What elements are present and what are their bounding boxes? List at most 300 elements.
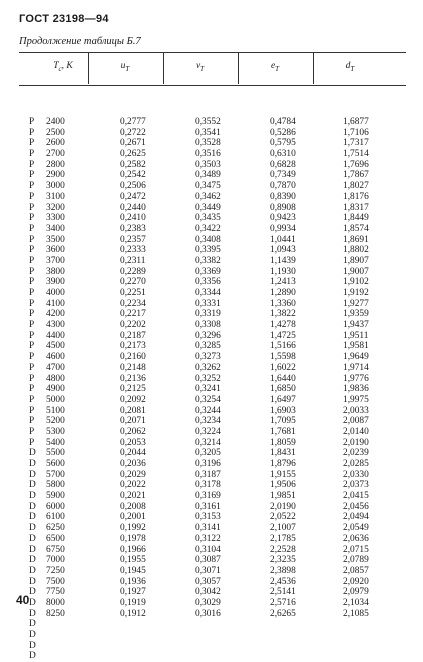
table-cell: 2,0140	[343, 426, 369, 437]
table-cell: 2700	[46, 149, 65, 160]
table-cell: 3700	[46, 255, 65, 266]
table-cell: 2900	[46, 170, 65, 181]
table-cell: 1,6850	[270, 384, 296, 395]
table-cell: 1,9649	[343, 352, 369, 363]
table-cell: 1,8449	[343, 213, 369, 224]
table-cell: 3400	[46, 223, 65, 234]
table-cell: 0,3196	[195, 459, 221, 469]
table-cell: 6250	[46, 523, 65, 534]
column-temperature	[46, 117, 78, 619]
table-cell: 0,3161	[195, 501, 221, 512]
table-cell: 4900	[46, 384, 65, 395]
table-cell: 1,6903	[270, 405, 296, 416]
table-cell: 0,1945	[120, 565, 146, 576]
table-cell: 4400	[46, 330, 65, 341]
table-cell: 7250	[46, 565, 65, 576]
table-cell: 0,2472	[120, 191, 146, 202]
table-cell: D	[29, 555, 36, 566]
table-cell: 0,3356	[195, 277, 221, 288]
table-cell: 2,0636	[343, 533, 369, 544]
table-cell: 0,3462	[195, 191, 221, 202]
table-cell: 0,2148	[120, 362, 146, 373]
table-cell: 0,3224	[195, 426, 221, 437]
column-divider	[88, 52, 89, 84]
table-cell: 0,1955	[120, 555, 146, 566]
table-cell: P	[29, 416, 35, 427]
table-cell: P	[29, 330, 35, 341]
table-cell: 2,0330	[343, 469, 369, 480]
table-cell: 6100	[46, 512, 65, 523]
table-cell: 1,8691	[343, 234, 369, 245]
table-cell: 1,4278	[270, 320, 296, 331]
table-cell: 0,2062	[120, 426, 146, 437]
table-cell: 1,9975	[343, 394, 369, 405]
table-cell: 4500	[46, 341, 65, 352]
table-cell: 5300	[46, 426, 65, 437]
table-cell: 0,3234	[195, 416, 221, 427]
table-cell: 5600	[46, 459, 65, 469]
table-cell: 0,3244	[195, 405, 221, 416]
table-cell: 1,7681	[270, 426, 296, 437]
table-cell: 2,1007	[270, 523, 296, 534]
table-cell: 1,7095	[270, 416, 296, 427]
table-cell: 2600	[46, 138, 65, 149]
table-cell: 1,7696	[343, 159, 369, 170]
table-cell: 1,9836	[343, 384, 369, 395]
table-cell: 2,0979	[343, 587, 369, 598]
table-cell: 2,3235	[270, 555, 296, 566]
table-cell: P	[29, 255, 35, 266]
table-cell: D	[29, 597, 36, 608]
table-cell: 1,2413	[270, 277, 296, 288]
table-cell: 1,9359	[343, 309, 369, 320]
table-cell: 0,3285	[195, 341, 221, 352]
table-cell: P	[29, 437, 35, 448]
table-cell: 0,2160	[120, 352, 146, 363]
header-u: $u_T$	[120, 61, 130, 73]
table-cell: D	[29, 651, 36, 662]
table-cell: 1,8176	[343, 191, 369, 202]
header-v: $v_T$	[195, 61, 205, 73]
table-cell: 5500	[46, 448, 65, 459]
table-cell: 0,2777	[120, 117, 146, 127]
table-cell: 1,4725	[270, 330, 296, 341]
table-cell: 0,1912	[120, 608, 146, 619]
table-cell: 5000	[46, 394, 65, 405]
table-cell: 2,0522	[270, 512, 296, 523]
table-cell: 0,2125	[120, 384, 146, 395]
table-cell: 0,3296	[195, 330, 221, 341]
table-cell: D	[29, 469, 36, 480]
table-cell: 0,1992	[120, 523, 146, 534]
table-cell: 2,5141	[270, 587, 296, 598]
table-cell: 7750	[46, 587, 65, 598]
table-cell: 0,2582	[120, 159, 146, 170]
table-cell: 1,9506	[270, 480, 296, 491]
header-e: $e_T$	[270, 61, 280, 73]
table-cell: 0,3254	[195, 394, 221, 405]
table-cell: P	[29, 341, 35, 352]
table-cell: 0,3475	[195, 181, 221, 192]
table-cell: D	[29, 576, 36, 587]
table-cell: P	[29, 223, 35, 234]
table-cell: 2,0494	[343, 512, 369, 523]
table-cell: 2400	[46, 117, 65, 127]
table-cell: 0,5795	[270, 138, 296, 149]
table-cell: 0,2173	[120, 341, 146, 352]
table-cell: P	[29, 405, 35, 416]
table-cell: 2,4536	[270, 576, 296, 587]
table-cell: 3100	[46, 191, 65, 202]
table-cell: 2,1785	[270, 533, 296, 544]
table-cell: 1,9776	[343, 373, 369, 384]
table-cell: 3200	[46, 202, 65, 213]
column-type	[29, 117, 43, 662]
table-cell: 0,3408	[195, 234, 221, 245]
table-cell: P	[29, 234, 35, 245]
table-cell: 0,7870	[270, 181, 296, 192]
table-cell: 2,0549	[343, 523, 369, 534]
table-cell: 0,2001	[120, 512, 146, 523]
table-cell: 1,7317	[343, 138, 369, 149]
table-cell: 2,2528	[270, 544, 296, 555]
table-cell: P	[29, 245, 35, 256]
table-cell: 0,3503	[195, 159, 221, 170]
table-cell: 4200	[46, 309, 65, 320]
table-cell: D	[29, 459, 36, 469]
table-cell: P	[29, 288, 35, 298]
table-cell: 0,9423	[270, 213, 296, 224]
table-cell: 1,8317	[343, 202, 369, 213]
table-cell: 0,3057	[195, 576, 221, 587]
table-cell: P	[29, 202, 35, 213]
table-cell: 2,0456	[343, 501, 369, 512]
table-cell: 0,3449	[195, 202, 221, 213]
table-cell: 0,3369	[195, 266, 221, 277]
table-cell: 4600	[46, 352, 65, 363]
column-divider	[313, 52, 314, 84]
table-cell: 1,3822	[270, 309, 296, 320]
table-cell: 2,0190	[270, 501, 296, 512]
table-cell: D	[29, 619, 36, 630]
table-cell: 0,2542	[120, 170, 146, 181]
table-cell: P	[29, 138, 35, 149]
table-cell: 4700	[46, 362, 65, 373]
table-cell: 1,8907	[343, 255, 369, 266]
table-cell: 0,3042	[195, 587, 221, 598]
table-cell: P	[29, 277, 35, 288]
table-cell: 4000	[46, 288, 65, 298]
table-cell: 0,3122	[195, 533, 221, 544]
table-cell: 5800	[46, 480, 65, 491]
table-cell: 0,3331	[195, 298, 221, 309]
table-cell: 1,9437	[343, 320, 369, 331]
table-cell: 0,2289	[120, 266, 146, 277]
table-cell: 0,2029	[120, 469, 146, 480]
table-cell: 2,3898	[270, 565, 296, 576]
table-cell: 0,3344	[195, 288, 221, 298]
table-cell: 1,8802	[343, 245, 369, 256]
table-cell: 4800	[46, 373, 65, 384]
table-cell: 6000	[46, 501, 65, 512]
table-cell: 0,2071	[120, 416, 146, 427]
header-temperature: $T_c$, K	[53, 61, 73, 73]
table-cell: P	[29, 117, 35, 127]
page-number: 40	[16, 593, 30, 607]
table-cell: 2,0789	[343, 555, 369, 566]
table-cell: 4300	[46, 320, 65, 331]
table-cell: D	[29, 523, 36, 534]
table-cell: 1,7867	[343, 170, 369, 181]
table-cell: P	[29, 191, 35, 202]
table-cell: 0,3319	[195, 309, 221, 320]
table-cell: 1,6440	[270, 373, 296, 384]
table-cell: 5700	[46, 469, 65, 480]
table-cell: 0,2671	[120, 138, 146, 149]
table-cell: 1,8431	[270, 448, 296, 459]
table-cell: P	[29, 127, 35, 138]
table-cell: 2500	[46, 127, 65, 138]
table-cell: 2,1085	[343, 608, 369, 619]
table-cell: D	[29, 480, 36, 491]
table-cell: 0,2333	[120, 245, 146, 256]
table-cell: 1,9277	[343, 298, 369, 309]
table-cell: 0,4784	[270, 117, 296, 127]
table-cell: 2,5716	[270, 597, 296, 608]
table-cell: 0,2234	[120, 298, 146, 309]
table-cell: P	[29, 320, 35, 331]
column-u	[120, 117, 175, 619]
table-cell: P	[29, 298, 35, 309]
table-cell: 0,3016	[195, 608, 221, 619]
table-cell: P	[29, 159, 35, 170]
table-cell: 0,3252	[195, 373, 221, 384]
table-cell: 0,3071	[195, 565, 221, 576]
table-cell: 1,7106	[343, 127, 369, 138]
table-cell: 0,2136	[120, 373, 146, 384]
table-cell: 0,3087	[195, 555, 221, 566]
column-divider	[238, 52, 239, 84]
table-cell: 5900	[46, 491, 65, 502]
table-cell: D	[29, 630, 36, 640]
table-cell: 8000	[46, 597, 65, 608]
table-cell: P	[29, 352, 35, 363]
table-cell: 1,6497	[270, 394, 296, 405]
table-cell: 5400	[46, 437, 65, 448]
column-d	[343, 117, 398, 619]
table-cell: 0,2022	[120, 480, 146, 491]
table-cell: 0,1978	[120, 533, 146, 544]
table-cell: 1,8574	[343, 223, 369, 234]
table-cell: 1,9007	[343, 266, 369, 277]
table-cell: P	[29, 426, 35, 437]
table-cell: 0,6310	[270, 149, 296, 160]
table-cell: 1,9155	[270, 469, 296, 480]
table-cell: 0,2187	[120, 330, 146, 341]
header-d: $d_T$	[345, 61, 355, 73]
table-cell: P	[29, 384, 35, 395]
table-cell: 3900	[46, 277, 65, 288]
table-cell: 0,3308	[195, 320, 221, 331]
column-v	[195, 117, 250, 619]
table-cell: 0,2383	[120, 223, 146, 234]
table-cell: 0,2217	[120, 309, 146, 320]
table-cell: 1,0441	[270, 234, 296, 245]
table-cell: 1,9192	[343, 288, 369, 298]
table-cell: 1,8059	[270, 437, 296, 448]
table-cell: 0,2021	[120, 491, 146, 502]
table-cell: 0,3153	[195, 512, 221, 523]
table-cell: 0,3435	[195, 213, 221, 224]
table-cell: 2,0415	[343, 491, 369, 502]
table-cell: P	[29, 373, 35, 384]
column-divider	[163, 52, 164, 84]
table-cell: 0,3214	[195, 437, 221, 448]
table-cell: 2,0190	[343, 437, 369, 448]
table-cell: P	[29, 181, 35, 192]
table-cell: 0,2440	[120, 202, 146, 213]
table-cell: 1,7514	[343, 149, 369, 160]
table-cell: 0,1919	[120, 597, 146, 608]
table-cell: 1,0943	[270, 245, 296, 256]
table-cell: 0,3029	[195, 597, 221, 608]
table-cell: 0,3241	[195, 384, 221, 395]
table-cell: 0,3422	[195, 223, 221, 234]
table-cell: 0,2081	[120, 405, 146, 416]
table-cell: P	[29, 213, 35, 224]
table-cell: 1,5166	[270, 341, 296, 352]
table-cell: 0,3262	[195, 362, 221, 373]
table-cell: 0,2410	[120, 213, 146, 224]
table-cell: 1,1439	[270, 255, 296, 266]
table-cell: P	[29, 170, 35, 181]
document-header-title: ГОСТ 23198—94	[19, 13, 109, 25]
table-cell: 0,2270	[120, 277, 146, 288]
table-cell: 0,2008	[120, 501, 146, 512]
table-cell: 1,1930	[270, 266, 296, 277]
table-cell: 8250	[46, 608, 65, 619]
table-cell: 2,0033	[343, 405, 369, 416]
table-cell: P	[29, 362, 35, 373]
table-cell: 1,9581	[343, 341, 369, 352]
table-cell: D	[29, 608, 36, 619]
table-cell: 2,6265	[270, 608, 296, 619]
table-cell: D	[29, 533, 36, 544]
table-cell: 0,3187	[195, 469, 221, 480]
table-cell: D	[29, 565, 36, 576]
table-cell: 0,1936	[120, 576, 146, 587]
table-cell: 0,3395	[195, 245, 221, 256]
table-cell: 3000	[46, 181, 65, 192]
table-cell: D	[29, 640, 36, 651]
table-cell: 3300	[46, 213, 65, 224]
table-cell: 0,2722	[120, 127, 146, 138]
table-cell: 2,1034	[343, 597, 369, 608]
table-cell: 2,0087	[343, 416, 369, 427]
table-cell: 1,9714	[343, 362, 369, 373]
table-cell: P	[29, 309, 35, 320]
table-caption: Продолжение таблицы Б.7	[19, 36, 141, 47]
table-cell: 1,6022	[270, 362, 296, 373]
table-cell: 0,1966	[120, 544, 146, 555]
table-cell: 0,1927	[120, 587, 146, 598]
table-cell: 5100	[46, 405, 65, 416]
table-cell: 0,5286	[270, 127, 296, 138]
table-cell: 0,3552	[195, 117, 221, 127]
table-cell: 0,2202	[120, 320, 146, 331]
table-cell: 2,0857	[343, 565, 369, 576]
table-cell: P	[29, 266, 35, 277]
table-cell: 2,0239	[343, 448, 369, 459]
table-cell: 0,3528	[195, 138, 221, 149]
table-cell: D	[29, 544, 36, 555]
table-cell: 0,2053	[120, 437, 146, 448]
table-cell: 0,8390	[270, 191, 296, 202]
table-cell: 5200	[46, 416, 65, 427]
table-cell: 1,6877	[343, 117, 369, 127]
table-cell: 3500	[46, 234, 65, 245]
table-cell: 1,8027	[343, 181, 369, 192]
table-cell: D	[29, 448, 36, 459]
table-cell: 0,6828	[270, 159, 296, 170]
table-cell: D	[29, 587, 36, 598]
table-cell: 3800	[46, 266, 65, 277]
table-cell: 7500	[46, 576, 65, 587]
table-cell: 1,9511	[343, 330, 369, 341]
table-cell: 0,3169	[195, 491, 221, 502]
table-cell: 0,7349	[270, 170, 296, 181]
table-cell: 0,2251	[120, 288, 146, 298]
table-cell: 0,3516	[195, 149, 221, 160]
table-cell: 2,0715	[343, 544, 369, 555]
table-cell: D	[29, 491, 36, 502]
table-cell: 0,3104	[195, 544, 221, 555]
table-cell: 0,2036	[120, 459, 146, 469]
table-cell: 2800	[46, 159, 65, 170]
table-cell: 0,3382	[195, 255, 221, 266]
table-cell: 0,3489	[195, 170, 221, 181]
table-cell: 1,2890	[270, 288, 296, 298]
table-cell: 0,3273	[195, 352, 221, 363]
table-cell: 0,2357	[120, 234, 146, 245]
table-cell: 0,8908	[270, 202, 296, 213]
table-cell: 0,2311	[120, 255, 146, 266]
table-cell: 1,3360	[270, 298, 296, 309]
column-e	[270, 117, 325, 619]
table-cell: P	[29, 394, 35, 405]
table-cell: 1,8796	[270, 459, 296, 469]
table-cell: P	[29, 149, 35, 160]
table-cell: 0,2092	[120, 394, 146, 405]
table-cell: 0,3541	[195, 127, 221, 138]
table-cell: 0,9934	[270, 223, 296, 234]
table-cell: 6500	[46, 533, 65, 544]
table-cell: 2,0373	[343, 480, 369, 491]
table-cell: 4100	[46, 298, 65, 309]
table-cell: D	[29, 501, 36, 512]
table-cell: 1,9102	[343, 277, 369, 288]
table-cell: 0,2506	[120, 181, 146, 192]
table-cell: 0,2044	[120, 448, 146, 459]
table-cell: D	[29, 512, 36, 523]
table-cell: 0,3178	[195, 480, 221, 491]
table-cell: 0,2625	[120, 149, 146, 160]
table-cell: 2,0285	[343, 459, 369, 469]
table-cell: 2,0920	[343, 576, 369, 587]
table-cell: 0,3141	[195, 523, 221, 534]
table-cell: 1,5598	[270, 352, 296, 363]
table-cell: 3600	[46, 245, 65, 256]
